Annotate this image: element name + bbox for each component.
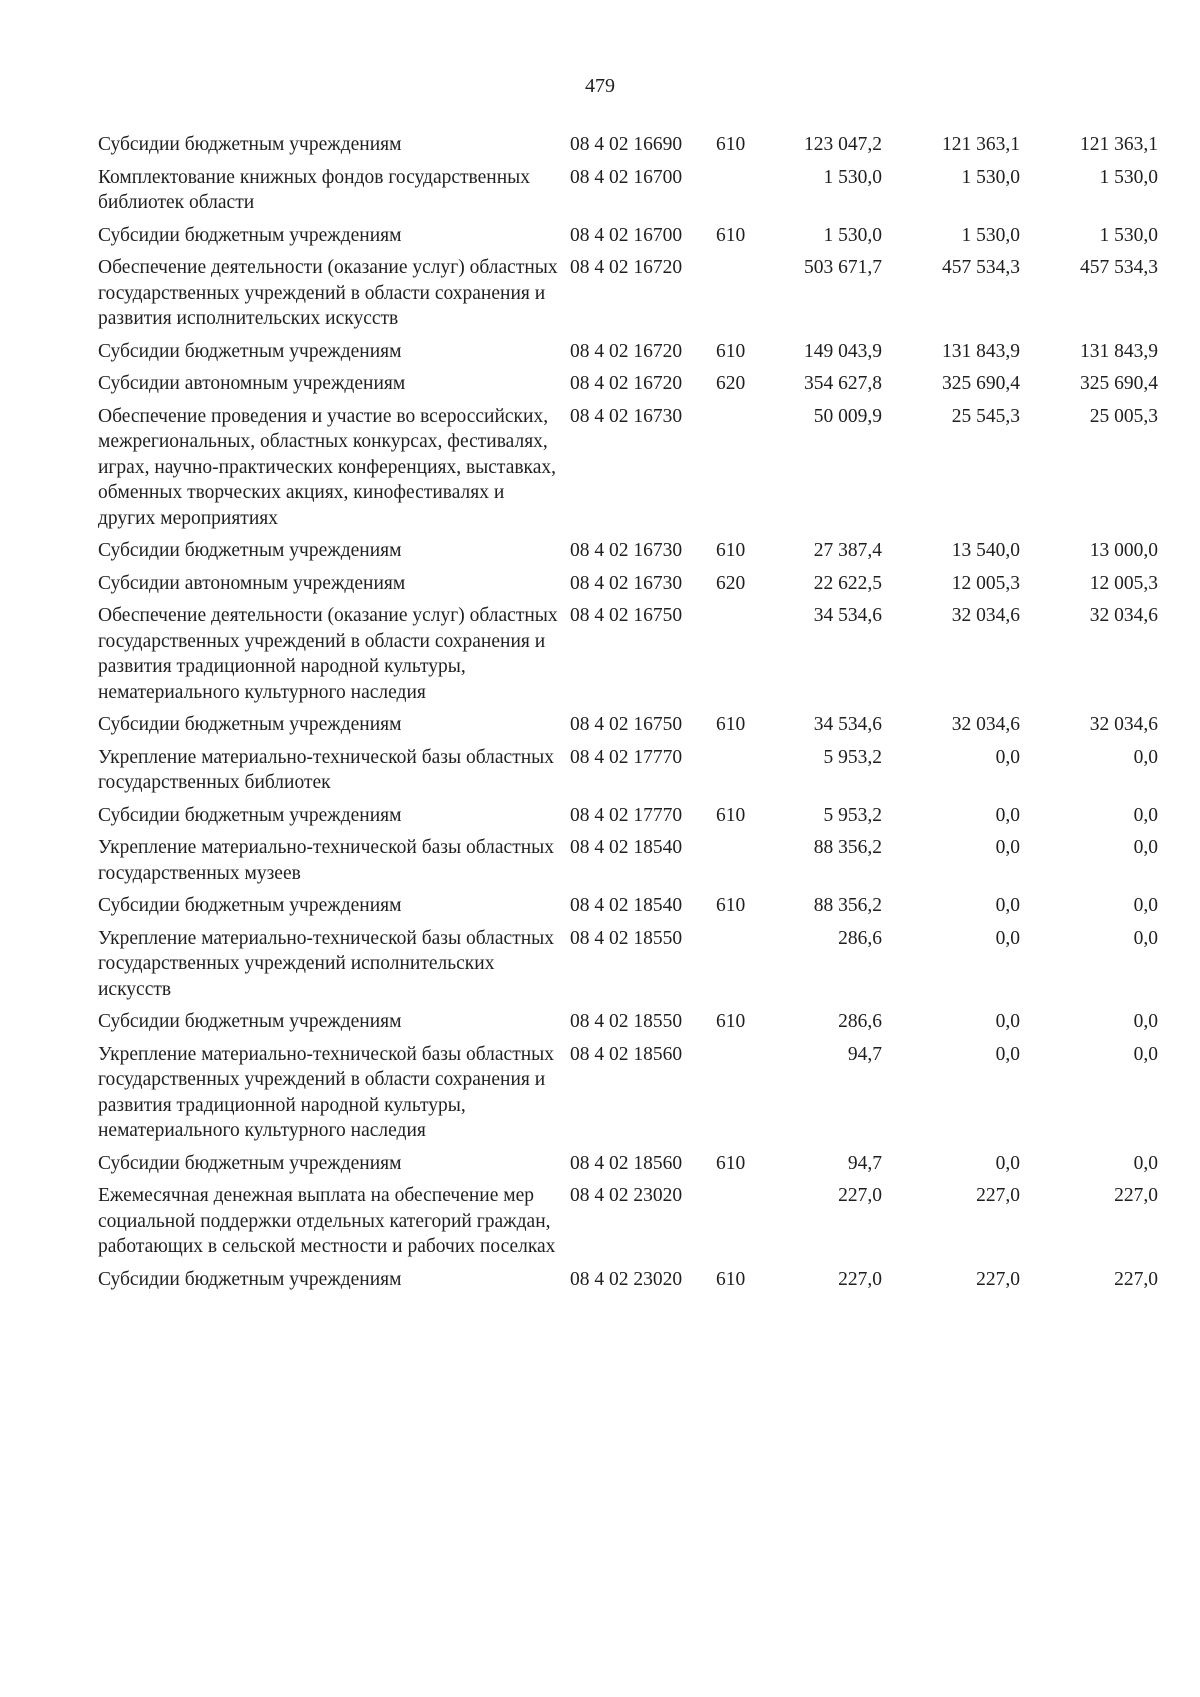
row-amount-2: 0,0 — [995, 1011, 1020, 1032]
row-code: 08 4 02 16730 — [570, 572, 683, 594]
row-code: 08 4 02 18550 — [570, 1011, 683, 1032]
row-amount-1: 227,0 — [838, 1185, 882, 1206]
row-amount-2: 0,0 — [995, 804, 1020, 826]
row-amount-3: 0,0 — [1133, 895, 1158, 916]
row-amount-3: 0,0 — [1133, 804, 1158, 826]
row-name: Укрепление материально-технической базы областных государственных учреждений в области сохранения и развития традиционной народной культуры, нематериального культурного наследия — [98, 1043, 555, 1141]
row-name: Субсидии бюджетным учреждениям — [98, 224, 402, 246]
row-amount-2: 0,0 — [995, 746, 1020, 768]
row-code: 08 4 02 18540 — [570, 837, 683, 858]
row-amount-3: 32 034,6 — [1089, 605, 1158, 626]
row-code: 08 4 02 16690 — [570, 134, 683, 155]
row-amount-1: 1 530,0 — [823, 224, 882, 246]
row-code: 08 4 02 16730 — [570, 405, 683, 427]
row-amount-1: 503 671,7 — [804, 257, 882, 278]
row-amount-3: 0,0 — [1133, 1152, 1158, 1174]
row-amount-2: 1 530,0 — [961, 224, 1020, 246]
row-code: 08 4 02 16730 — [570, 540, 683, 561]
row-amount-2: 32 034,6 — [951, 605, 1020, 626]
row-amount-3: 25 005,3 — [1089, 405, 1158, 427]
budget-table — [98, 132, 1178, 1299]
row-amount-1: 286,6 — [838, 1011, 882, 1032]
row-name: Субсидии автономным учреждениям — [98, 373, 406, 394]
row-name: Субсидии бюджетным учреждениям — [98, 804, 402, 826]
row-name: Комплектование книжных фондов государственных библиотек области — [98, 166, 531, 213]
row-amount-1: 88 356,2 — [813, 895, 882, 916]
row-amount-2: 227,0 — [976, 1268, 1020, 1290]
table-row — [98, 926, 1178, 1003]
row-amount-2: 121 363,1 — [942, 134, 1020, 155]
row-code: 08 4 02 18550 — [570, 927, 683, 949]
row-expense-type: 610 — [716, 1268, 746, 1290]
row-name: Укрепление материально-технической базы областных государственных библиотек — [98, 746, 555, 793]
row-amount-1: 149 043,9 — [804, 340, 882, 362]
row-amount-2: 13 540,0 — [951, 540, 1020, 561]
row-amount-2: 0,0 — [995, 1043, 1020, 1065]
row-code: 08 4 02 18560 — [570, 1152, 683, 1174]
row-name: Субсидии бюджетным учреждениям — [98, 1268, 402, 1290]
row-amount-2: 0,0 — [995, 927, 1020, 949]
row-amount-1: 34 534,6 — [813, 605, 882, 626]
row-amount-2: 0,0 — [995, 1152, 1020, 1174]
table-row — [98, 1267, 1178, 1293]
table-row — [98, 165, 1178, 216]
row-name: Субсидии бюджетным учреждениям — [98, 895, 402, 916]
row-amount-3: 131 843,9 — [1080, 340, 1158, 362]
row-name: Укрепление материально-технической базы областных государственных музеев — [98, 837, 555, 884]
row-amount-3: 457 534,3 — [1080, 257, 1158, 278]
row-amount-1: 354 627,8 — [804, 373, 882, 394]
row-code: 08 4 02 16700 — [570, 166, 683, 188]
row-name: Субсидии бюджетным учреждениям — [98, 340, 402, 362]
row-expense-type: 620 — [716, 373, 746, 394]
row-amount-1: 94,7 — [847, 1043, 882, 1065]
row-amount-2: 131 843,9 — [942, 340, 1020, 362]
row-code: 08 4 02 23020 — [570, 1268, 683, 1290]
row-name: Субсидии бюджетным учреждениям — [98, 714, 402, 735]
table-row — [98, 571, 1178, 597]
table-row — [98, 255, 1178, 332]
row-name: Обеспечение деятельности (оказание услуг) областных государственных учреждений в области сохранения и развития исполнительских искусств — [98, 257, 558, 329]
row-name: Обеспечение деятельности (оказание услуг) областных государственных учреждений в области сохранения и развития традиционной народной культуры, нематериального культурного наследия — [98, 605, 558, 703]
row-expense-type: 610 — [716, 540, 746, 561]
row-code: 08 4 02 18540 — [570, 895, 683, 916]
row-amount-1: 34 534,6 — [813, 714, 882, 735]
table-row — [98, 404, 1178, 532]
row-amount-1: 1 530,0 — [823, 166, 882, 188]
row-name: Субсидии бюджетным учреждениям — [98, 540, 402, 561]
row-amount-3: 0,0 — [1133, 837, 1158, 858]
table-row — [98, 803, 1178, 829]
row-amount-2: 325 690,4 — [942, 373, 1020, 394]
row-amount-2: 0,0 — [995, 837, 1020, 858]
table-row — [98, 1151, 1178, 1177]
row-code: 08 4 02 17770 — [570, 746, 683, 768]
row-expense-type: 610 — [716, 134, 746, 155]
row-amount-3: 1 530,0 — [1099, 224, 1158, 246]
table-row — [98, 745, 1178, 796]
table-row — [98, 339, 1178, 365]
row-amount-1: 5 953,2 — [823, 746, 882, 768]
table-row — [98, 1183, 1178, 1260]
row-amount-3: 227,0 — [1114, 1268, 1158, 1290]
row-name: Субсидии автономным учреждениям — [98, 572, 406, 594]
row-code: 08 4 02 17770 — [570, 804, 683, 826]
row-amount-1: 27 387,4 — [813, 540, 882, 561]
row-amount-3: 121 363,1 — [1080, 134, 1158, 155]
row-amount-3: 325 690,4 — [1080, 373, 1158, 394]
row-amount-3: 12 005,3 — [1089, 572, 1158, 594]
row-amount-1: 5 953,2 — [823, 804, 882, 826]
row-name: Ежемесячная денежная выплата на обеспечение мер социальной поддержки отдельных категорий граждан, работающих в сельской местности и рабочих поселках — [98, 1185, 556, 1257]
row-code: 08 4 02 23020 — [570, 1185, 683, 1206]
table-row — [98, 1009, 1178, 1035]
row-amount-1: 286,6 — [838, 927, 882, 949]
row-code: 08 4 02 16720 — [570, 373, 683, 394]
row-code: 08 4 02 16750 — [570, 714, 683, 735]
row-amount-2: 32 034,6 — [951, 714, 1020, 735]
row-amount-1: 123 047,2 — [804, 134, 882, 155]
row-expense-type: 610 — [716, 804, 746, 826]
row-name: Субсидии бюджетным учреждениям — [98, 134, 402, 155]
row-amount-3: 0,0 — [1133, 927, 1158, 949]
row-name: Субсидии бюджетным учреждениям — [98, 1011, 402, 1032]
row-amount-3: 32 034,6 — [1089, 714, 1158, 735]
table-row — [98, 371, 1178, 397]
table-row — [98, 223, 1178, 249]
row-name: Субсидии бюджетным учреждениям — [98, 1152, 402, 1174]
table-row — [98, 603, 1178, 705]
row-amount-1: 227,0 — [838, 1268, 882, 1290]
row-amount-2: 0,0 — [995, 895, 1020, 916]
row-amount-2: 457 534,3 — [942, 257, 1020, 278]
row-amount-3: 0,0 — [1133, 1011, 1158, 1032]
row-name: Обеспечение проведения и участие во всероссийских, межрегиональных, областных конкурсах, фестивалях, играх, научно-практических конференциях, выставках, обменных творческих акциях, кинофестивалях и других мероприятиях — [98, 405, 557, 529]
row-amount-2: 25 545,3 — [951, 405, 1020, 427]
row-expense-type: 610 — [716, 895, 746, 916]
row-code: 08 4 02 18560 — [570, 1043, 683, 1065]
row-amount-3: 227,0 — [1114, 1185, 1158, 1206]
row-name: Укрепление материально-технической базы областных государственных учреждений исполнительских искусств — [98, 927, 555, 1000]
row-amount-1: 88 356,2 — [813, 837, 882, 858]
row-code: 08 4 02 16750 — [570, 605, 683, 626]
page-number: 479 — [585, 75, 615, 97]
row-expense-type: 610 — [716, 340, 746, 362]
row-amount-3: 1 530,0 — [1099, 166, 1158, 188]
table-row — [98, 893, 1178, 919]
row-expense-type: 610 — [716, 1152, 746, 1174]
row-code: 08 4 02 16700 — [570, 224, 683, 246]
row-amount-1: 22 622,5 — [813, 572, 882, 594]
row-expense-type: 620 — [716, 572, 746, 594]
table-row — [98, 132, 1178, 158]
row-amount-2: 1 530,0 — [961, 166, 1020, 188]
row-amount-3: 13 000,0 — [1089, 540, 1158, 561]
row-code: 08 4 02 16720 — [570, 257, 683, 278]
table-row — [98, 538, 1178, 564]
row-expense-type: 610 — [716, 1011, 746, 1032]
row-amount-2: 12 005,3 — [951, 572, 1020, 594]
row-amount-3: 0,0 — [1133, 1043, 1158, 1065]
row-amount-3: 0,0 — [1133, 746, 1158, 768]
table-row — [98, 712, 1178, 738]
row-amount-1: 94,7 — [847, 1152, 882, 1174]
table-row — [98, 835, 1178, 886]
table-row — [98, 1042, 1178, 1144]
row-amount-2: 227,0 — [976, 1185, 1020, 1206]
row-amount-1: 50 009,9 — [813, 405, 882, 427]
row-expense-type: 610 — [716, 714, 746, 735]
row-code: 08 4 02 16720 — [570, 340, 683, 362]
row-expense-type: 610 — [716, 224, 746, 246]
